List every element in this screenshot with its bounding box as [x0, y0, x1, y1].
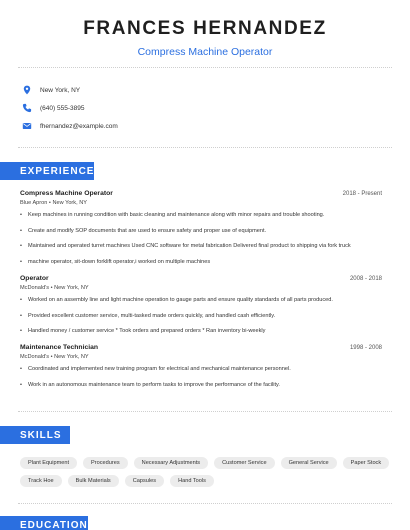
job-bullet: • machine operator, sit-down forklift operator,i worked on multiple machines: [20, 259, 382, 266]
job-company-line: McDonald's • New York, NY: [20, 285, 89, 291]
skill-chip: Hand Tools: [170, 475, 214, 487]
phone-text: (640) 555-3895: [40, 104, 85, 112]
skill-chip: Track Hoe: [20, 475, 62, 487]
location-text: New York, NY: [40, 86, 81, 94]
experience-divider: [18, 411, 392, 412]
job-location: New York, NY: [54, 285, 89, 291]
job-bullet: • Provided excellent customer service, multi-tasked made orders quickly, and handled cash efficiently.: [20, 313, 382, 320]
education-heading: EDUCATION: [0, 516, 88, 530]
email-icon: [22, 121, 32, 131]
job-company: McDonald's: [20, 354, 50, 360]
job-company-line: McDonald's • New York, NY: [20, 354, 89, 360]
candidate-title: Compress Machine Operator: [137, 46, 273, 58]
job-company-line: Blue Apron • New York, NY: [20, 200, 87, 206]
job-bullet: • Worked on an assembly line and light machine operation to gauge parts and ensure quality standards of all parts produced.: [20, 297, 382, 304]
skills-heading: SKILLS: [0, 426, 70, 444]
job-location: New York, NY: [54, 354, 89, 360]
contact-divider: [18, 147, 392, 148]
header-divider: [18, 67, 392, 68]
skill-chip: Customer Service: [214, 457, 274, 469]
phone-icon: [22, 103, 32, 113]
job-title: Maintenance Technician: [20, 344, 99, 351]
skill-chip: Capsules: [125, 475, 164, 487]
contact-location: [22, 84, 80, 96]
job-bullets: [20, 366, 382, 389]
location-pin-icon: [22, 85, 32, 95]
candidate-name: FRANCES HERNANDEZ: [83, 18, 327, 39]
skill-chip: Bulk Materials: [68, 475, 119, 487]
contact-email[interactable]: [22, 120, 118, 132]
skills-list: [20, 457, 392, 487]
job-bullet: • Keep machines in running condition with basic cleaning and maintenance along with minor repairs and trouble shooting.: [20, 212, 382, 219]
job-bullet: • Coordinated and implemented new training program for electrical and mechanical maintenance personnel.: [20, 366, 382, 373]
experience-heading: EXPERIENCE: [0, 162, 94, 180]
job-dates: 2018 - Present: [342, 191, 382, 197]
job-entry: [20, 344, 382, 397]
job-bullets: [20, 297, 382, 335]
job-bullet: • Handled money / customer service * Took orders and prepared orders * Ran inventory bi-weekly: [20, 328, 382, 335]
job-title: Compress Machine Operator: [20, 190, 113, 197]
job-bullet: • Create and modify SOP documents that are used to ensure safety and proper use of equipment.: [20, 228, 382, 235]
skill-chip: Plant Equipment: [20, 457, 77, 469]
job-company: Blue Apron: [20, 200, 48, 206]
skill-chip: Paper Stock: [343, 457, 389, 469]
job-location: New York, NY: [52, 200, 87, 206]
job-bullets: [20, 212, 382, 266]
skill-chip: Necessary Adjustments: [134, 457, 208, 469]
job-title: Operator: [20, 275, 49, 282]
job-dates: 2008 - 2018: [349, 276, 382, 282]
skill-chip: General Service: [281, 457, 337, 469]
skill-chip: Procedures: [83, 457, 128, 469]
job-company: McDonald's: [20, 285, 50, 291]
job-entry: [20, 190, 382, 274]
skills-divider: [18, 503, 392, 504]
email-text[interactable]: fhernandez@example.com: [40, 122, 118, 130]
job-entry: [20, 275, 382, 344]
job-dates: 1998 - 2008: [349, 345, 382, 351]
job-bullet: • Maintained and operated turret machines Used CNC software for metal fabrication Delivered final product to shipping via fork truck: [20, 243, 382, 250]
job-bullet: • Work in an autonomous maintenance team to perform tasks to improve the performance of the facility.: [20, 382, 382, 389]
contact-phone: [22, 102, 84, 114]
resume-header: [0, 18, 410, 58]
